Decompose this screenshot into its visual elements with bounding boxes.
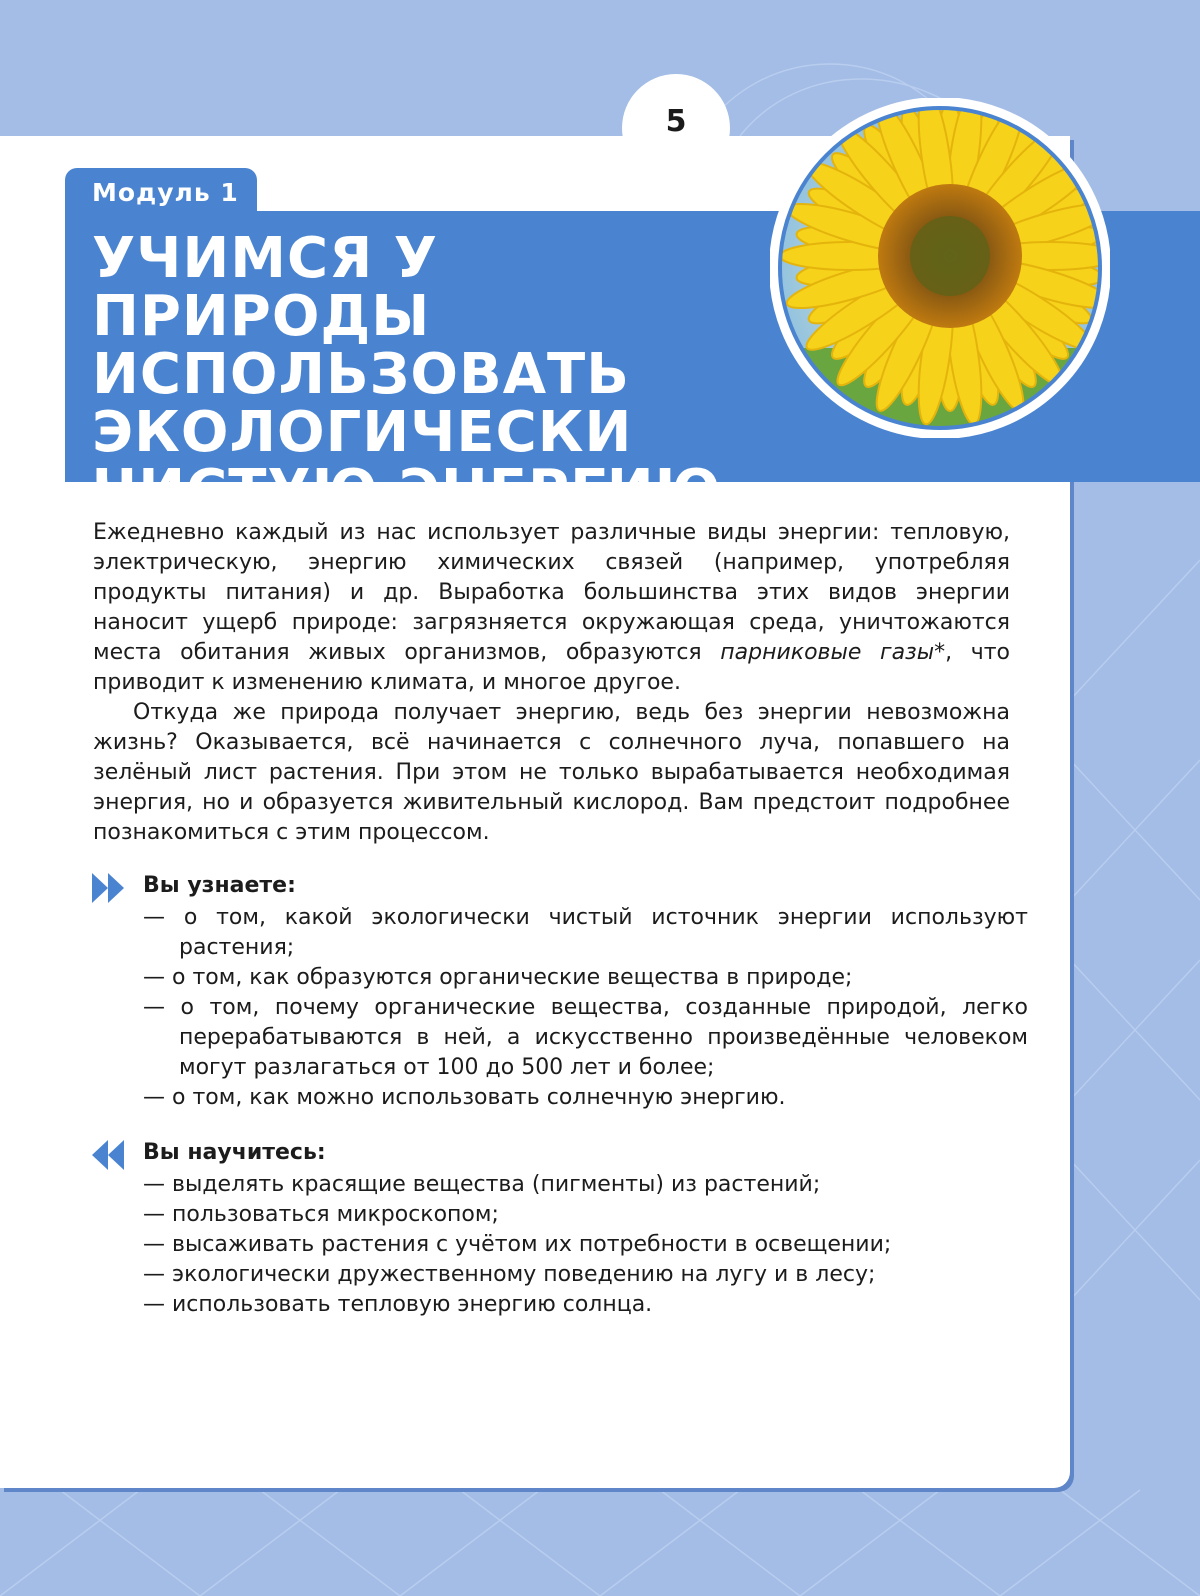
list-item: — высаживать растения с учётом их потребности в освещении; (143, 1230, 1028, 1260)
list-item: — экологически дружественному поведению на лугу и в лесу; (143, 1260, 1028, 1290)
intro-text (93, 518, 1010, 848)
learn-list (143, 903, 1028, 1113)
list-item: — пользоваться микроскопом; (143, 1200, 1028, 1230)
list-item: — о том, как можно использовать солнечную энергию. (143, 1083, 1028, 1113)
list-item: — выделять красящие вещества (пигменты) из растений; (143, 1170, 1028, 1200)
skills-list (143, 1170, 1028, 1320)
title-line: ЭКОЛОГИЧЕСКИ (92, 400, 633, 465)
list-item: — о том, какой экологически чистый источник энергии используют растения; (143, 903, 1028, 963)
double-arrow-right-icon (92, 873, 128, 903)
learn-heading: Вы узнаете: (143, 873, 296, 898)
sunflower-image (770, 98, 1110, 438)
double-arrow-left-icon (92, 1140, 128, 1170)
list-item: — о том, почему органические вещества, созданные природой, легко перерабатываются в ней, а искусственно произведённые человеком могут разлагаться от 100 до 500 лет и более; (143, 993, 1028, 1083)
skills-heading: Вы научитесь: (143, 1140, 326, 1165)
intro-text-start: Ежедневно каждый из нас использует различные виды энергии: тепловую, электрическую, энергию химических связей (например, употребляя продукты питания) и др. Выработка большинства этих видов энергии наносит ущерб природе: загрязняется окружающая среда, уничтожаются места обитания живых организмов, образуются (93, 520, 1010, 665)
intro-paragraph (93, 518, 1010, 698)
module-title (92, 226, 792, 523)
title-line: ЧИСТУЮ ЭНЕРГИЮ (92, 458, 722, 523)
list-item: — использовать тепловую энергию солнца. (143, 1290, 1028, 1320)
title-line: ИСПОЛЬЗОВАТЬ (92, 342, 630, 407)
intro-text-end: *, что приводит к изменению климата, и многое другое. (93, 640, 1011, 695)
intro-paragraph: Откуда же природа получает энергию, ведь без энергии невозможна жизнь? Оказывается, всё начинается с солнечного луча, попавшего на зелёный лист растения. При этом не только вырабатывается необходимая энергия, но и образуется живительный кислород. Вам предстоит подробнее познакомиться с этим процессом. (93, 700, 1010, 845)
module-label: Модуль 1 (92, 178, 239, 207)
title-line: УЧИМСЯ У ПРИРОДЫ (92, 226, 438, 349)
page-number: 5 (665, 104, 687, 139)
term-greenhouse-gases: парниковые газы (720, 640, 935, 665)
list-item: — о том, как образуются органические вещества в природе; (143, 963, 1028, 993)
